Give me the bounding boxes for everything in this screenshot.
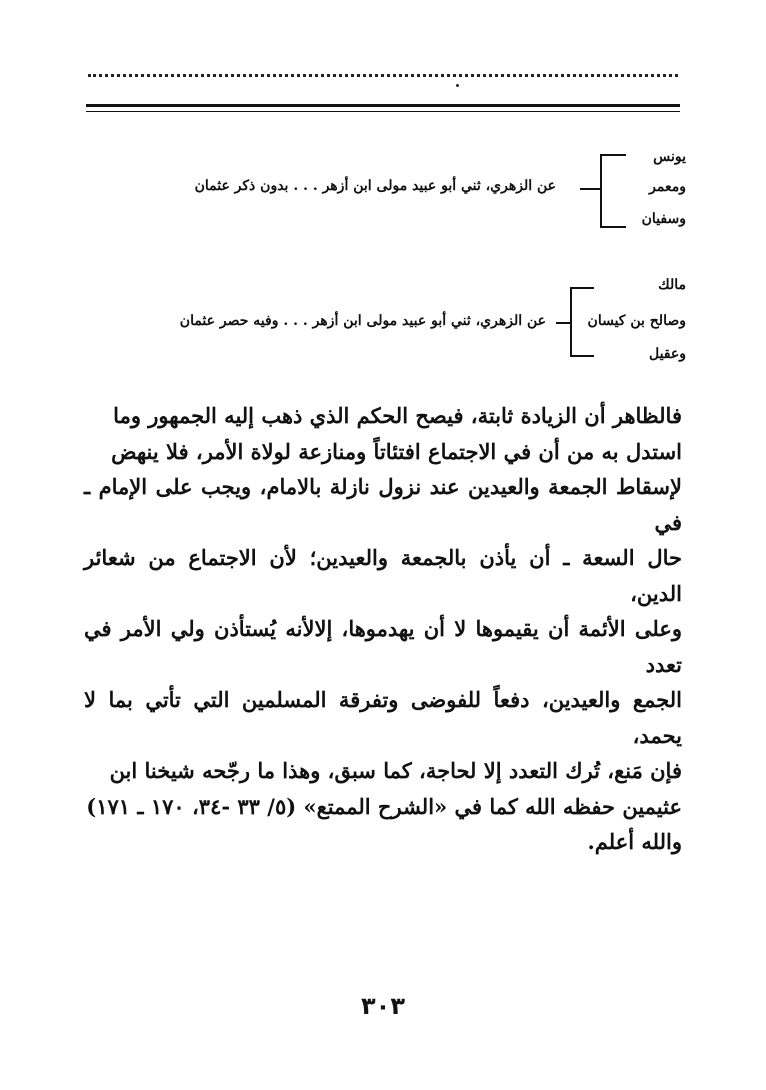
- header-dot-mark: [456, 84, 459, 87]
- page-number: ٣٠٣: [361, 992, 405, 1020]
- bracket-connector: [556, 322, 572, 324]
- isnad-diagram-2: [0, 275, 766, 375]
- body-line: والله أعلم.: [587, 829, 682, 854]
- body-line: الجمع والعيدين، دفعاً للفوضى وتفرقة المسلمين التي تأتي بما لا يحمد،: [84, 687, 682, 748]
- body-line: استدل به من أن في الاجتماع افتئاتاً ومنازعة لولاة الأمر، فلا ينهض: [111, 438, 682, 464]
- chain-text: عن الزهري، ثني أبو عبيد مولى ابن أزهر . . . بدون ذكر عثمان: [194, 178, 556, 194]
- narrator-name: مالك: [658, 277, 686, 293]
- narrator-name: وسفيان: [641, 211, 686, 227]
- body-line: لإسقاط الجمعة والعيدين عند نزول نازلة بالامام، ويجب على الإمام ـ في: [84, 474, 682, 535]
- body-line: حال السعة ـ أن يأذن بالجمعة والعيدين؛ لأن الاجتماع من شعائر الدين،: [84, 545, 682, 606]
- bracket-tick: [600, 226, 626, 228]
- body-paragraph: [84, 398, 682, 860]
- body-line: فالظاهر أن الزيادة ثابتة، فيصح الحكم الذي ذهب إليه الجمهور وما: [113, 403, 682, 428]
- narrator-name: وعقيل: [648, 346, 686, 362]
- header-dotted-line: [88, 74, 678, 77]
- isnad-diagram-1: [0, 140, 766, 240]
- header-rule-thick: [86, 104, 680, 107]
- body-line: فإن مَنع، تُرك التعدد إلا لحاجة، كما سبق، وهذا ما رجّحه شيخنا ابن: [109, 758, 682, 783]
- body-line: وعلى الأئمة أن يقيموها لا أن يهدموها، إلالأنه يُستأذن ولي الأمر في تعدد: [84, 616, 682, 677]
- header-rule-thin: [86, 111, 680, 112]
- bracket-tick: [600, 154, 626, 156]
- bracket-line: [600, 154, 602, 228]
- bracket-tick: [570, 355, 594, 357]
- narrator-name: يونس: [653, 149, 686, 165]
- chain-text: عن الزهري، ثني أبو عبيد مولى ابن أزهر . . . وفيه حصر عثمان: [179, 313, 546, 329]
- narrator-name: ومعمر: [649, 179, 686, 195]
- bracket-connector: [580, 188, 602, 190]
- bracket-tick: [570, 287, 594, 289]
- body-line: عثيمين حفظه الله كما في «الشرح الممتع» (٥/ ٣٣ -٣٤، ١٧٠ ـ ١٧١): [86, 793, 682, 819]
- narrator-name: وصالح بن كيسان: [587, 313, 686, 329]
